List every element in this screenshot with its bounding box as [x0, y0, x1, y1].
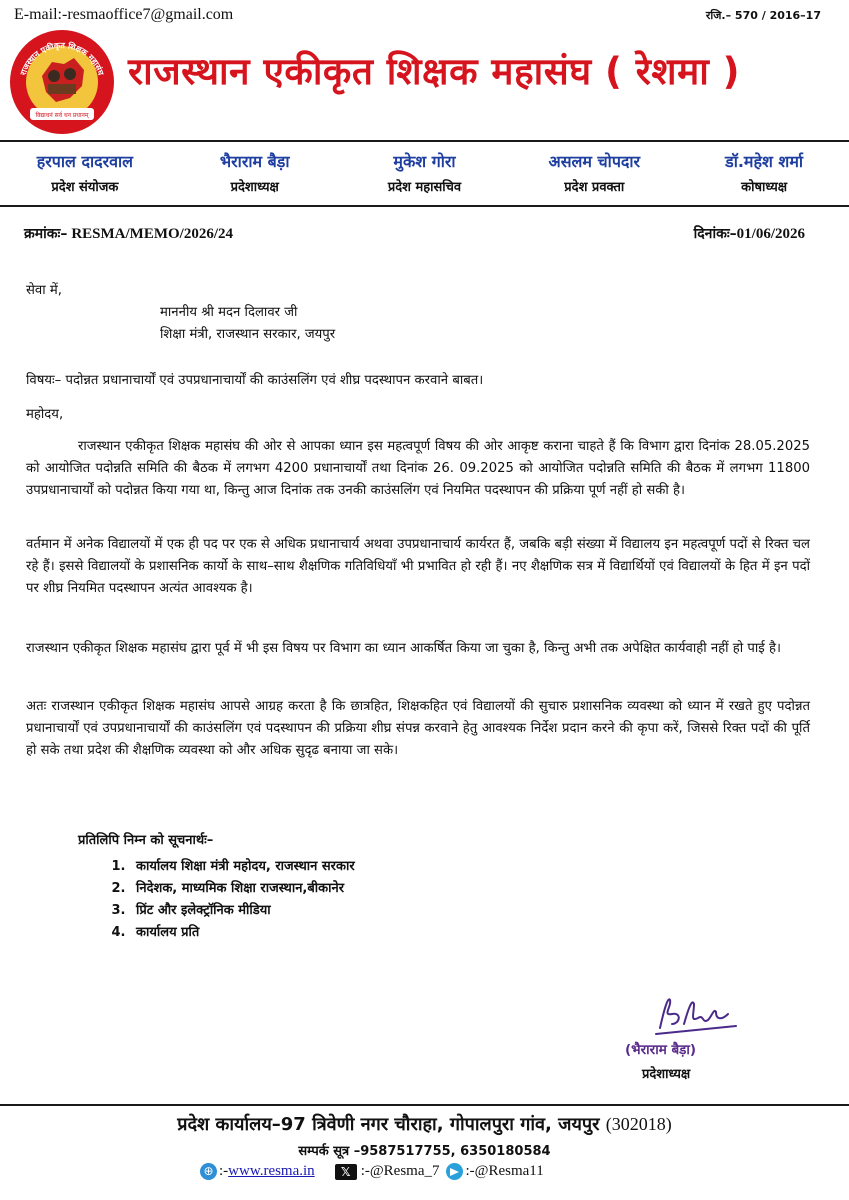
officers-row [0, 150, 849, 195]
logo-book [48, 84, 76, 94]
officer-4 [509, 150, 679, 195]
globe-icon: ⊕ [200, 1163, 217, 1180]
date-label: दिनांकः– [693, 226, 737, 242]
officer-3 [340, 150, 510, 195]
website-prefix: :- [219, 1163, 229, 1179]
logo-portrait-right [64, 68, 76, 80]
officers-divider [0, 205, 849, 207]
cc-title: प्रतिलिपि निम्न को सूचनार्थः– [78, 833, 214, 848]
footer-contact: सम्पर्क सूत्र –9587517755, 6350180584 [298, 1144, 551, 1159]
cc-item: 1. कार्यालय शिक्षा मंत्री महोदय, राजस्थान सरकार [130, 858, 355, 876]
signatory-name: (भैराराम बैड़ा) [625, 1042, 697, 1058]
registration-number: रजि.– 570 / 2016–17 [705, 9, 821, 22]
logo-ring-text: राजस्थान एकीकृत शिक्षक महासंघ [18, 40, 106, 77]
footer-pincode: (302018) [605, 1114, 672, 1134]
officer-post: प्रदेशाध्यक्ष [230, 180, 279, 195]
officer-name: डॉ.महेश शर्मा [725, 152, 804, 171]
officer-name: भैराराम बैड़ा [219, 152, 290, 171]
body-paragraph-3: राजस्थान एकीकृत शिक्षक महासंघ द्वारा पूर्व में भी इस विषय पर विभाग का ध्यान आकर्षित किया जा चुका है, किन्तु अभी तक अपेक्षित कार्यवाही नहीं हो पाई है। [26, 641, 781, 656]
reference-value: RESMA/MEMO/2026/24 [71, 226, 234, 242]
logo-banner-text: विद्याधनं सर्व धन प्रधानम् [35, 112, 89, 119]
cc-item: 4. कार्यालय प्रति [130, 924, 355, 942]
organization-name: राजस्थान एकीकृत शिक्षक महासंघ ( रेशमा ) [128, 50, 741, 93]
recipient-name: माननीय श्री मदन दिलावर जी [160, 305, 298, 320]
footer-address [0, 1112, 849, 1136]
header-divider [0, 140, 849, 142]
body-paragraph-2: वर्तमान में अनेक विद्यालयों में एक ही पद पर एक से अधिक प्रधानाचार्य अथवा उपप्रधानाचार्य कार्यरत हैं, जबकि बड़ी संख्या में विद्यालय इन महत्वपूर्ण पदों से रिक्त चल रहे हैं। इससे विद्यालयों के प्रशासनिक कार्यो के साथ–साथ शैक्षणिक गतिविधियाँ भी प्रभावित हो रही हैं। नए शैक्षणिक सत्र में विद्यार्थियों एवं विद्यालयों के हित में इन पदों पर शीघ्र नियमित पदस्थापन अत्यंत आवश्यक है। [26, 537, 810, 596]
x-twitter-icon: 𝕏 [335, 1164, 357, 1180]
officer-post: प्रदेश प्रवक्ता [564, 180, 625, 195]
organization-logo [8, 28, 116, 136]
telegram-handle[interactable]: :-@Resma11 [465, 1163, 544, 1179]
officer-2 [170, 150, 340, 195]
recipient-designation: शिक्षा मंत्री, राजस्थान सरकार, जयपुर [160, 327, 336, 342]
footer-social [200, 1163, 544, 1180]
reference-number [24, 224, 233, 243]
cc-item: 3. प्रिंट और इलेक्ट्रॉनिक मीडिया [130, 902, 355, 920]
cc-item: 2. निदेशक, माध्यमिक शिक्षा राजस्थान,बीकानेर [130, 880, 355, 898]
officer-name: हरपाल दादरवाल [36, 152, 134, 171]
handwritten-signature [650, 990, 750, 1040]
footer-address-text: प्रदेश कार्यालय–97 त्रिवेणी नगर चौराहा, गोपालपुरा गांव, जयपुर [177, 1114, 606, 1135]
officer-name: असलम चोपदार [548, 152, 641, 171]
letter-date [694, 224, 805, 243]
body-paragraph-1: राजस्थान एकीकृत शिक्षक महासंघ की ओर से आपका ध्यान इस महत्वपूर्ण विषय की ओर आकृष्ट कराना चाहते हैं कि विभाग द्वारा दिनांक 28.05.2025 को आयोजित पदोन्नति समिति की बैठक में लगभग 4200 प्रधानाचार्यों तथा दिनांक 26. 09.2025 को आयोजित पदोन्नति समिति की बैठक में लगभग 11800 उपप्रधानाचार्यों को पदोन्नत किया गया था, किन्तु आज दिनांक तक उनकी काउंसलिंग एवं नियमित पदस्थापन की प्रक्रिया पूर्ण नहीं हो सकी है। [26, 439, 810, 498]
officer-name: मुकेश गोरा [393, 152, 456, 171]
telegram-icon [446, 1163, 463, 1180]
date-value: 01/06/2026 [736, 226, 805, 242]
signatory-post: प्रदेशाध्यक्ष [642, 1067, 691, 1082]
website-link[interactable]: www.resma.in [228, 1163, 315, 1179]
logo-portrait-left [48, 70, 60, 82]
footer-divider [0, 1104, 849, 1106]
officer-post: प्रदेश महासचिव [387, 180, 462, 195]
officer-post: प्रदेश संयोजक [51, 180, 119, 195]
header-email: E-mail:-resmaoffice7@gmail.com [14, 6, 234, 23]
body-paragraph-4: अतः राजस्थान एकीकृत शिक्षक महासंघ आपसे आग्रह करता है कि छात्रहित, शिक्षकहित एवं विद्यालयों की सुचारु प्रशासनिक व्यवस्था को ध्यान में रखते हुए पदोन्नत प्रधानाचार्यों एवं उपप्रधानाचार्यों की काउंसलिंग एवं पदस्थापन की प्रक्रिया शीघ्र संपन्न करवाने हेतु आवश्यक निर्देश प्रदान करने की कृपा करें, जिससे रिक्त पदों की पूर्ति हो सके तथा प्रदेश की शैक्षणिक व्यवस्था को और अधिक सुदृढ बनाया जा सके। [26, 699, 810, 758]
salutation: सेवा में, [26, 283, 62, 298]
officer-5 [679, 150, 849, 195]
officer-post: कोषाध्यक्ष [741, 180, 788, 195]
greeting: महोदय, [26, 407, 64, 422]
reference-label: क्रमांकः– [24, 226, 68, 242]
subject-line: विषयः– पदोन्नत प्रधानाचार्यों एवं उपप्रधानाचार्यों की काउंसलिंग एवं शीघ्र पदस्थापन करवाने बाबत। [26, 373, 484, 388]
officer-1 [0, 150, 170, 195]
cc-list [114, 858, 355, 946]
x-handle[interactable]: :-@Resma_7 [360, 1163, 440, 1179]
